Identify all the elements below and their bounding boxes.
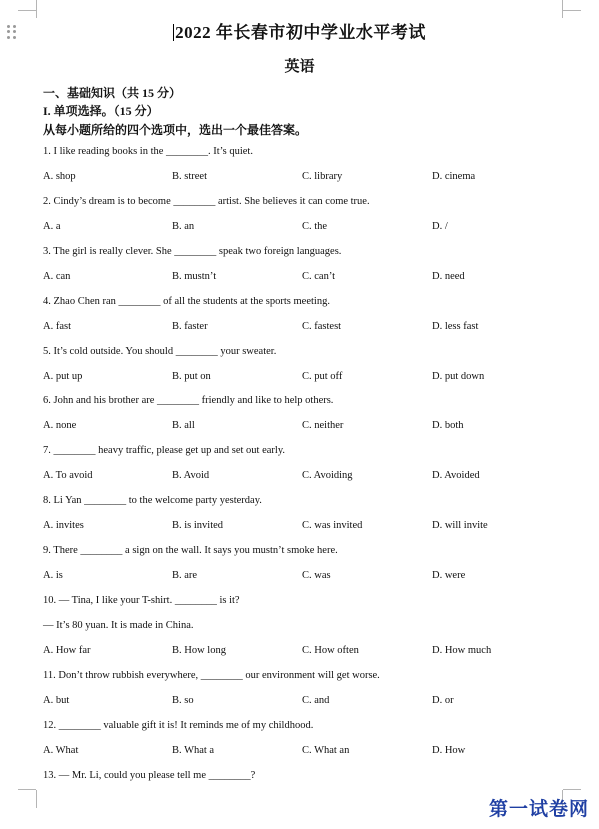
option-5-a[interactable]: A. put up xyxy=(43,371,83,382)
crop-mark-top-left-v xyxy=(36,0,37,18)
options-row-1 xyxy=(0,171,599,185)
question-stem-3: 3. The girl is really clever. She ________ speak two foreign languages. xyxy=(43,246,342,257)
option-12-b[interactable]: B. What a xyxy=(172,745,215,756)
section-heading-part1: 一、基础知识（共 15 分） xyxy=(43,86,182,100)
option-4-b[interactable]: B. faster xyxy=(172,321,208,332)
option-4-d[interactable]: D. less fast xyxy=(432,321,479,332)
option-4-a[interactable]: A. fast xyxy=(43,321,71,332)
option-5-b[interactable]: B. put on xyxy=(172,371,211,382)
option-11-c[interactable]: C. and xyxy=(302,695,330,706)
question-stem-11: 11. Don’t throw rubbish everywhere, ________ our environment will get worse. xyxy=(43,670,380,681)
crop-mark-bottom-left-v xyxy=(36,790,37,808)
option-6-b[interactable]: B. all xyxy=(172,420,195,431)
crop-mark-bottom-right-h xyxy=(563,789,581,790)
option-7-c[interactable]: C. Avoiding xyxy=(302,470,353,481)
option-10-a[interactable]: A. How far xyxy=(43,645,91,656)
option-9-c[interactable]: C. was xyxy=(302,570,331,581)
option-6-a[interactable]: A. none xyxy=(43,420,77,431)
option-4-c[interactable]: C. fastest xyxy=(302,321,342,332)
text-cursor xyxy=(173,24,174,41)
option-1-a[interactable]: A. shop xyxy=(43,171,76,182)
options-row-9 xyxy=(0,570,599,584)
option-3-b[interactable]: B. mustn’t xyxy=(172,271,217,282)
option-9-b[interactable]: B. are xyxy=(172,570,198,581)
options-row-11 xyxy=(0,695,599,709)
option-12-c[interactable]: C. What an xyxy=(302,745,350,756)
option-5-d[interactable]: D. put down xyxy=(432,371,485,382)
option-7-d[interactable]: D. Avoided xyxy=(432,470,480,481)
options-row-7 xyxy=(0,470,599,484)
question-stem-2: 2. Cindy’s dream is to become ________ artist. She believes it can come true. xyxy=(43,196,370,207)
option-2-b[interactable]: B. an xyxy=(172,221,195,232)
options-row-8 xyxy=(0,520,599,534)
question-stem-4: 4. Zhao Chen ran ________ of all the students at the sports meeting. xyxy=(43,296,330,307)
option-3-d[interactable]: D. need xyxy=(432,271,465,282)
page-title: 2022 年长春市初中学业水平考试 xyxy=(175,23,426,42)
option-12-a[interactable]: A. What xyxy=(43,745,79,756)
subject-heading: 英语 xyxy=(284,59,315,75)
option-8-b[interactable]: B. is invited xyxy=(172,520,224,531)
option-1-b[interactable]: B. street xyxy=(172,171,207,182)
option-11-b[interactable]: B. so xyxy=(172,695,194,706)
question-stem-13: 13. — Mr. Li, could you please tell me ________? xyxy=(43,770,256,781)
options-row-10 xyxy=(0,645,599,659)
option-6-c[interactable]: C. neither xyxy=(302,420,344,431)
option-3-a[interactable]: A. can xyxy=(43,271,71,282)
section-heading-single-choice: I. 单项选择。（15 分） xyxy=(43,104,159,118)
option-7-a[interactable]: A. To avoid xyxy=(43,470,93,481)
question-stem-1: 1. I like reading books in the ________. It’s quiet. xyxy=(43,146,253,157)
question-stem-10: 10. — Tina, I like your T-shirt. ________ is it? xyxy=(43,595,240,606)
site-watermark: 第一试卷网 xyxy=(488,798,589,820)
option-8-c[interactable]: C. was invited xyxy=(302,520,363,531)
option-5-c[interactable]: C. put off xyxy=(302,371,343,382)
question-stem-7: 7. ________ heavy traffic, please get up and set out early. xyxy=(43,445,286,456)
crop-mark-bottom-left-h xyxy=(18,789,36,790)
option-7-b[interactable]: B. Avoid xyxy=(172,470,210,481)
question-stem-5: 5. It’s cold outside. You should ________ your sweater. xyxy=(43,346,277,357)
options-row-12 xyxy=(0,745,599,759)
option-6-d[interactable]: D. both xyxy=(432,420,464,431)
question-stem-9: 9. There ________ a sign on the wall. It says you mustn’t smoke here. xyxy=(43,545,338,556)
option-2-c[interactable]: C. the xyxy=(302,221,328,232)
option-1-c[interactable]: C. library xyxy=(302,171,343,182)
options-row-6 xyxy=(0,420,599,434)
option-10-c[interactable]: C. How often xyxy=(302,645,359,656)
crop-mark-top-right-v xyxy=(562,0,563,18)
option-12-d[interactable]: D. How xyxy=(432,745,466,756)
option-2-a[interactable]: A. a xyxy=(43,221,61,232)
option-3-c[interactable]: C. can’t xyxy=(302,271,336,282)
option-2-d[interactable]: D. / xyxy=(432,221,448,232)
crop-mark-top-left-h xyxy=(18,10,36,11)
options-row-3 xyxy=(0,271,599,285)
question-stem-12: 12. ________ valuable gift it is! It reminds me of my childhood. xyxy=(43,720,314,731)
instruction-text: 从每小题所给的四个选项中，选出一个最佳答案。 xyxy=(43,123,308,137)
question-stem-8: 8. Li Yan ________ to the welcome party yesterday. xyxy=(43,495,262,506)
options-row-5 xyxy=(0,371,599,385)
question-stem-6: 6. John and his brother are ________ friendly and like to help others. xyxy=(43,395,334,406)
option-1-d[interactable]: D. cinema xyxy=(432,171,476,182)
option-11-d[interactable]: D. or xyxy=(432,695,454,706)
options-row-2 xyxy=(0,221,599,235)
option-9-d[interactable]: D. were xyxy=(432,570,466,581)
options-row-4 xyxy=(0,321,599,335)
option-8-a[interactable]: A. invites xyxy=(43,520,84,531)
option-10-b[interactable]: B. How long xyxy=(172,645,226,656)
option-8-d[interactable]: D. will invite xyxy=(432,520,488,531)
option-10-d[interactable]: D. How much xyxy=(432,645,492,656)
option-9-a[interactable]: A. is xyxy=(43,570,63,581)
option-11-a[interactable]: A. but xyxy=(43,695,70,706)
crop-mark-top-right-h xyxy=(563,10,581,11)
question-dialogue-10: — It’s 80 yuan. It is made in China. xyxy=(43,620,194,631)
